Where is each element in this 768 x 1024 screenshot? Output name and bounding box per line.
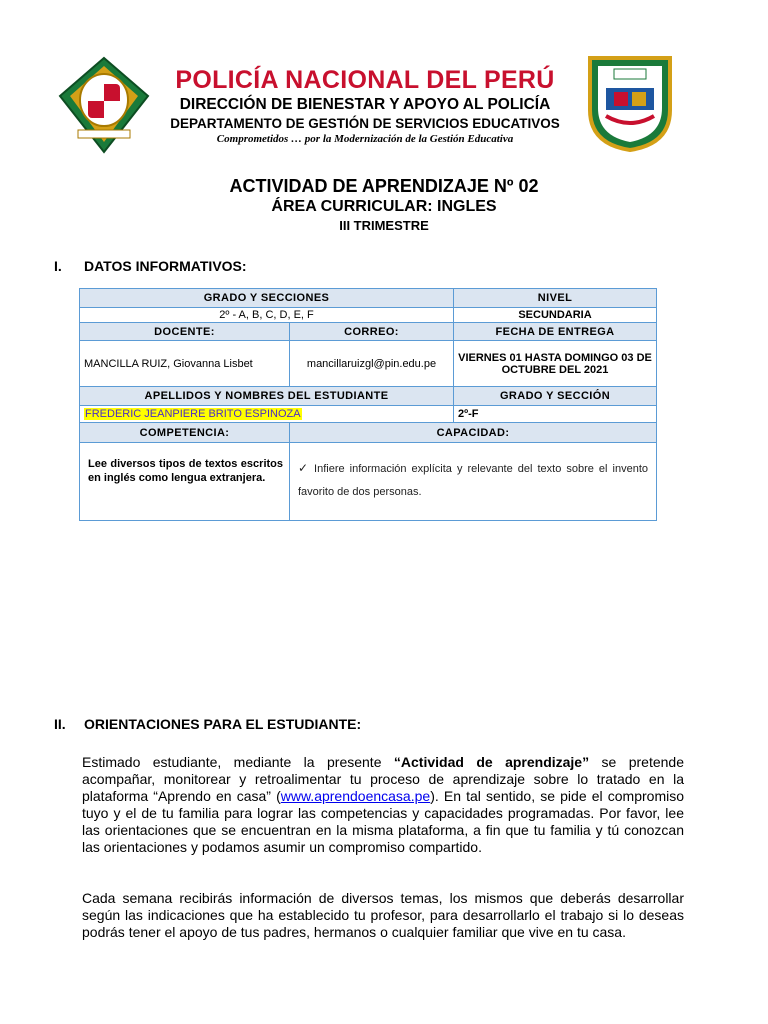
- intro-paragraph: [82, 754, 684, 856]
- estudiante-cell: [80, 406, 454, 423]
- activity-title: ACTIVIDAD DE APRENDIZAJE Nº 02: [229, 176, 539, 196]
- capacidad-value: Infiere información explícita y relevante del texto sobre el invento favorito de dos personas.: [298, 463, 648, 498]
- competencia-header: COMPETENCIA:: [80, 423, 290, 443]
- estudiante-value: FREDERIC JEANPIERE BRITO ESPINOZA: [85, 408, 301, 420]
- competencia-value: Lee diversos tipos de textos escritos en inglés como lengua extranjera.: [80, 443, 290, 521]
- nivel-value: SECUNDARIA: [454, 308, 657, 323]
- area-title: ÁREA CURRICULAR: INGLES: [271, 198, 497, 215]
- estudiante-header: APELLIDOS Y NOMBRES DEL ESTUDIANTE: [80, 387, 454, 406]
- correo-header: CORREO:: [290, 323, 454, 341]
- section-heading-orientaciones: [54, 716, 361, 732]
- paragraph-text: Estimado estudiante, mediante la presente: [82, 754, 394, 770]
- fecha-value: VIERNES 01 HASTA DOMINGO 03 DE OCTUBRE DEL 2021: [454, 341, 657, 387]
- checkmark-icon: ✓: [298, 461, 311, 475]
- section-number: I.: [54, 258, 62, 274]
- grado-seccion-header: GRADO Y SECCIÓN: [454, 387, 657, 406]
- docente-value: MANCILLA RUIZ, Giovanna Lisbet: [80, 341, 290, 387]
- capacidad-cell: [290, 443, 657, 521]
- section-title: DATOS INFORMATIVOS:: [84, 258, 247, 274]
- pnp-emblem-logo: [58, 56, 150, 154]
- institution-title: POLICÍA NACIONAL DEL PERÚ: [175, 66, 555, 94]
- paragraph-text: se pretende acompañar, monitorear y retroalimentar tu proceso de aprendizaje sobre lo tratado en la plataforma “Aprendo en casa” (: [82, 754, 684, 804]
- aprendoencasa-link[interactable]: www.aprendoencasa.pe: [280, 788, 431, 804]
- capacidad-header: CAPACIDAD:: [290, 423, 657, 443]
- weekly-info-paragraph: Cada semana recibirás información de diversos temas, los mismos que deberás desarrollar según las indicaciones que ha establecido tu profesor, para desarrollarlo el trabajo si lo deseas podrás tener el apoyo de tus padres, hermanos o cualquier familiar que vive en tu casa.: [82, 890, 684, 940]
- direction-subtitle: DIRECCIÓN DE BIENESTAR Y APOYO AL POLICÍA: [179, 96, 551, 113]
- correo-value: mancillaruizgl@pin.edu.pe: [290, 341, 454, 387]
- grado-seccion-value: 2º-F: [454, 406, 657, 423]
- grado-secciones-value: 2º - A, B, C, D, E, F: [80, 308, 454, 323]
- term-title: III TRIMESTRE: [339, 218, 429, 233]
- department-subtitle: DEPARTAMENTO DE GESTIÓN DE SERVICIOS EDUCATIVOS: [170, 116, 560, 131]
- school-emblem-logo: [584, 52, 676, 152]
- motto-text: Comprometidos … por la Modernización de la Gestión Educativa: [216, 133, 514, 145]
- section-title: ORIENTACIONES PARA EL ESTUDIANTE:: [84, 716, 362, 732]
- nivel-header: NIVEL: [454, 289, 657, 308]
- paragraph-text: ). En tal sentido, se pide el compromiso tuyo y el de tu familia para lograr las competencias y capacidades programadas. Por favor, lee las orientaciones que se encuentran en la misma plataforma, a fin que tu familia y tú conozcan las orientaciones y podamos asumir un compromiso compartido.: [82, 788, 685, 855]
- activity-emphasis: “Actividad de aprendizaje”: [393, 754, 590, 770]
- section-number: II.: [54, 716, 66, 732]
- grado-secciones-header: GRADO Y SECCIONES: [80, 289, 454, 308]
- fecha-header: FECHA DE ENTREGA: [454, 323, 657, 341]
- student-info-table: [79, 288, 657, 521]
- docente-header: DOCENTE:: [80, 323, 290, 341]
- section-heading-datos: [54, 258, 247, 274]
